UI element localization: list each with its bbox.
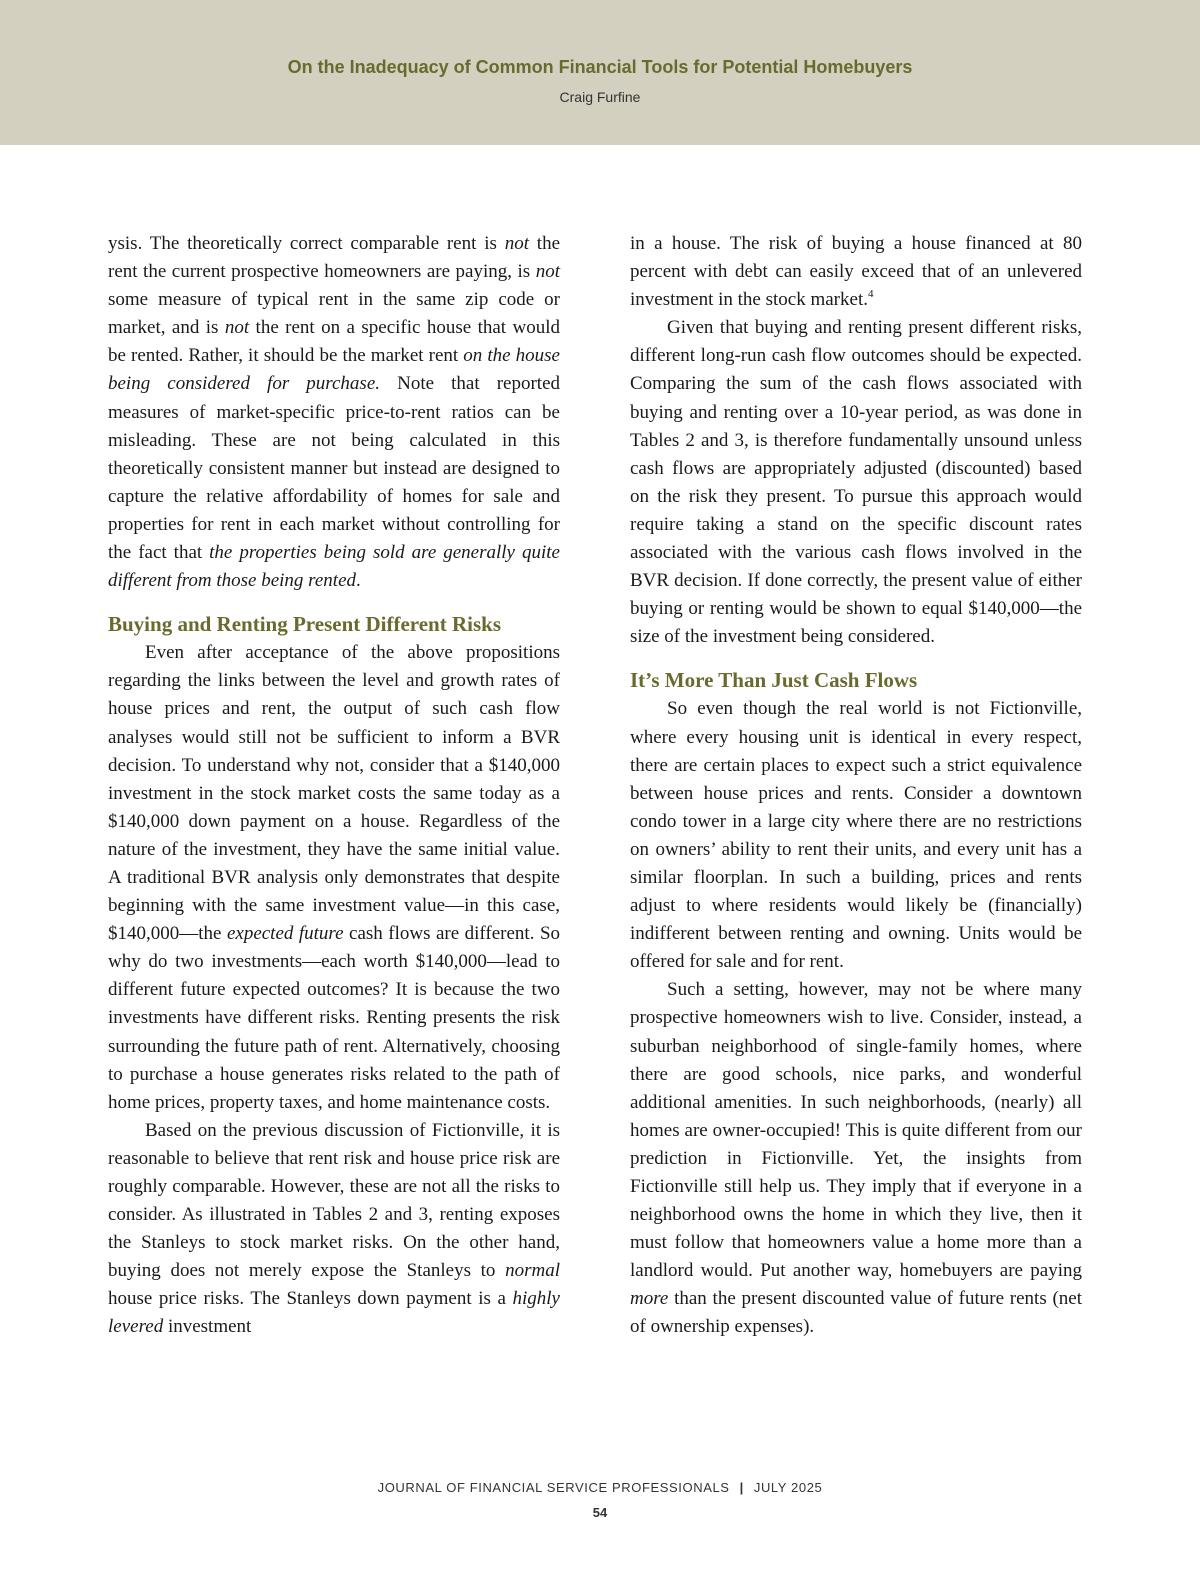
paragraph: ysis. The theoretically correct comparable rent is not the rent the current prospective homeowners are paying, is not some measure of typical rent in the same zip code or market, and is not the rent on a specific house that would be rented. Rather, it should be the market rent on the house being considered for purchase. Note that reported measures of market-specific price-to-rent ratios can be misleading. These are not being calculated in this theoretically consistent manner but instead are designed to capture the relative affordability of homes for sale and properties for rent in each market without controlling for the fact that the properties being sold are generally quite different from those being rented. [108, 233, 561, 592]
journal-name: JOURNAL OF FINANCIAL SERVICE PROFESSIONALS [377, 1480, 730, 1495]
paragraph: in a house. The risk of buying a house financed at 80 percent with debt can easily exceed that of an unlevered investment in the stock market.$^4$ [630, 233, 1082, 311]
left-column [108, 230, 560, 1342]
paragraph: So even though the real world is not Fictionville, where every housing unit is identical in every respect, there are certain places to expect such a strict equivalence between house prices and rents. Consider a downtown condo tower in a large city where there are no restrictions on owners’ ability to rent their units, and every unit has a similar floorplan. In such a building, prices and rents adjust to where residents would likely be (financially) indifferent between renting and owning. Units would be offered for sale and for rent. [630, 698, 1082, 973]
section-heading: Buying and Renting Present Different Risks [108, 612, 502, 637]
paragraph: Based on the previous discussion of Fictionville, it is reasonable to believe that rent risk and house price risk are roughly comparable. However, these are not all the risks to consider. As illustrated in Tables 2 and 3, renting exposes the Stanleys to stock market risks. On the other hand, buying does not merely expose the Stanleys to normal house price risks. The Stanleys down payment is a highly levered investment [108, 1119, 560, 1338]
right-column [630, 230, 1082, 1342]
paragraph: Given that buying and renting present different risks, different long-run cash flow outcomes should be expected. Comparing the sum of the cash flows associated with buying and renting over a 10-year period, as was done in Tables 2 and 3, is therefore fundamentally unsound unless cash flows are appropriately adjusted (discounted) based on the risk they present. To pursue this approach would require taking a stand on the specific discount rates associated with the various cash flows involved in the BVR decision. If done correctly, the present value of either buying or renting would be shown to equal $140,000—the size of the investment being considered. [630, 317, 1082, 648]
article-author: Craig Furfine [559, 89, 641, 105]
page-number: 54 [592, 1505, 608, 1520]
footer-separator: | [739, 1480, 744, 1495]
page-header [0, 0, 1200, 145]
footnote-marker: 4 [867, 288, 874, 301]
paragraph: Such a setting, however, may not be where many prospective homeowners wish to live. Consider, instead, a suburban neighborhood of single-family homes, where there are good schools, nice parks, and wonderful additional amenities. In such neighborhoods, (nearly) all homes are owner-occupied! This is quite different from our prediction in Fictionville. Yet, the insights from Fictionville still help us. They imply that if everyone in a neighborhood owns the home in which they live, then it must follow that homeowners value a home more than a landlord would. Put another way, homebuyers are paying more than the present discounted value of future rents (net of ownership expenses). [630, 979, 1082, 1338]
section-heading: It’s More Than Just Cash Flows [630, 668, 918, 693]
article-title: On the Inadequacy of Common Financial Tools for Potential Homebuyers [287, 57, 913, 77]
issue-date: JULY 2025 [753, 1480, 823, 1495]
paragraph: Even after acceptance of the above propositions regarding the links between the level and growth rates of house prices and rent, the output of such cash flow analyses would still not be sufficient to inform a BVR decision. To understand why not, consider that a $140,000 investment in the stock market costs the same today as a $140,000 down payment on a house. Regardless of the nature of the investment, they have the same initial value. A traditional BVR analysis only demonstrates that despite beginning with the same investment value—in this case, $140,000—the expected future cash flows are different. So why do two investments—each worth $140,000—lead to different future expected outcomes? It is because the two investments have different risks. Renting presents the risk surrounding the future path of rent. Alternatively, choosing to purchase a house generates risks related to the path of home prices, property taxes, and home maintenance costs. [108, 642, 561, 1113]
page-footer [0, 1480, 1200, 1520]
